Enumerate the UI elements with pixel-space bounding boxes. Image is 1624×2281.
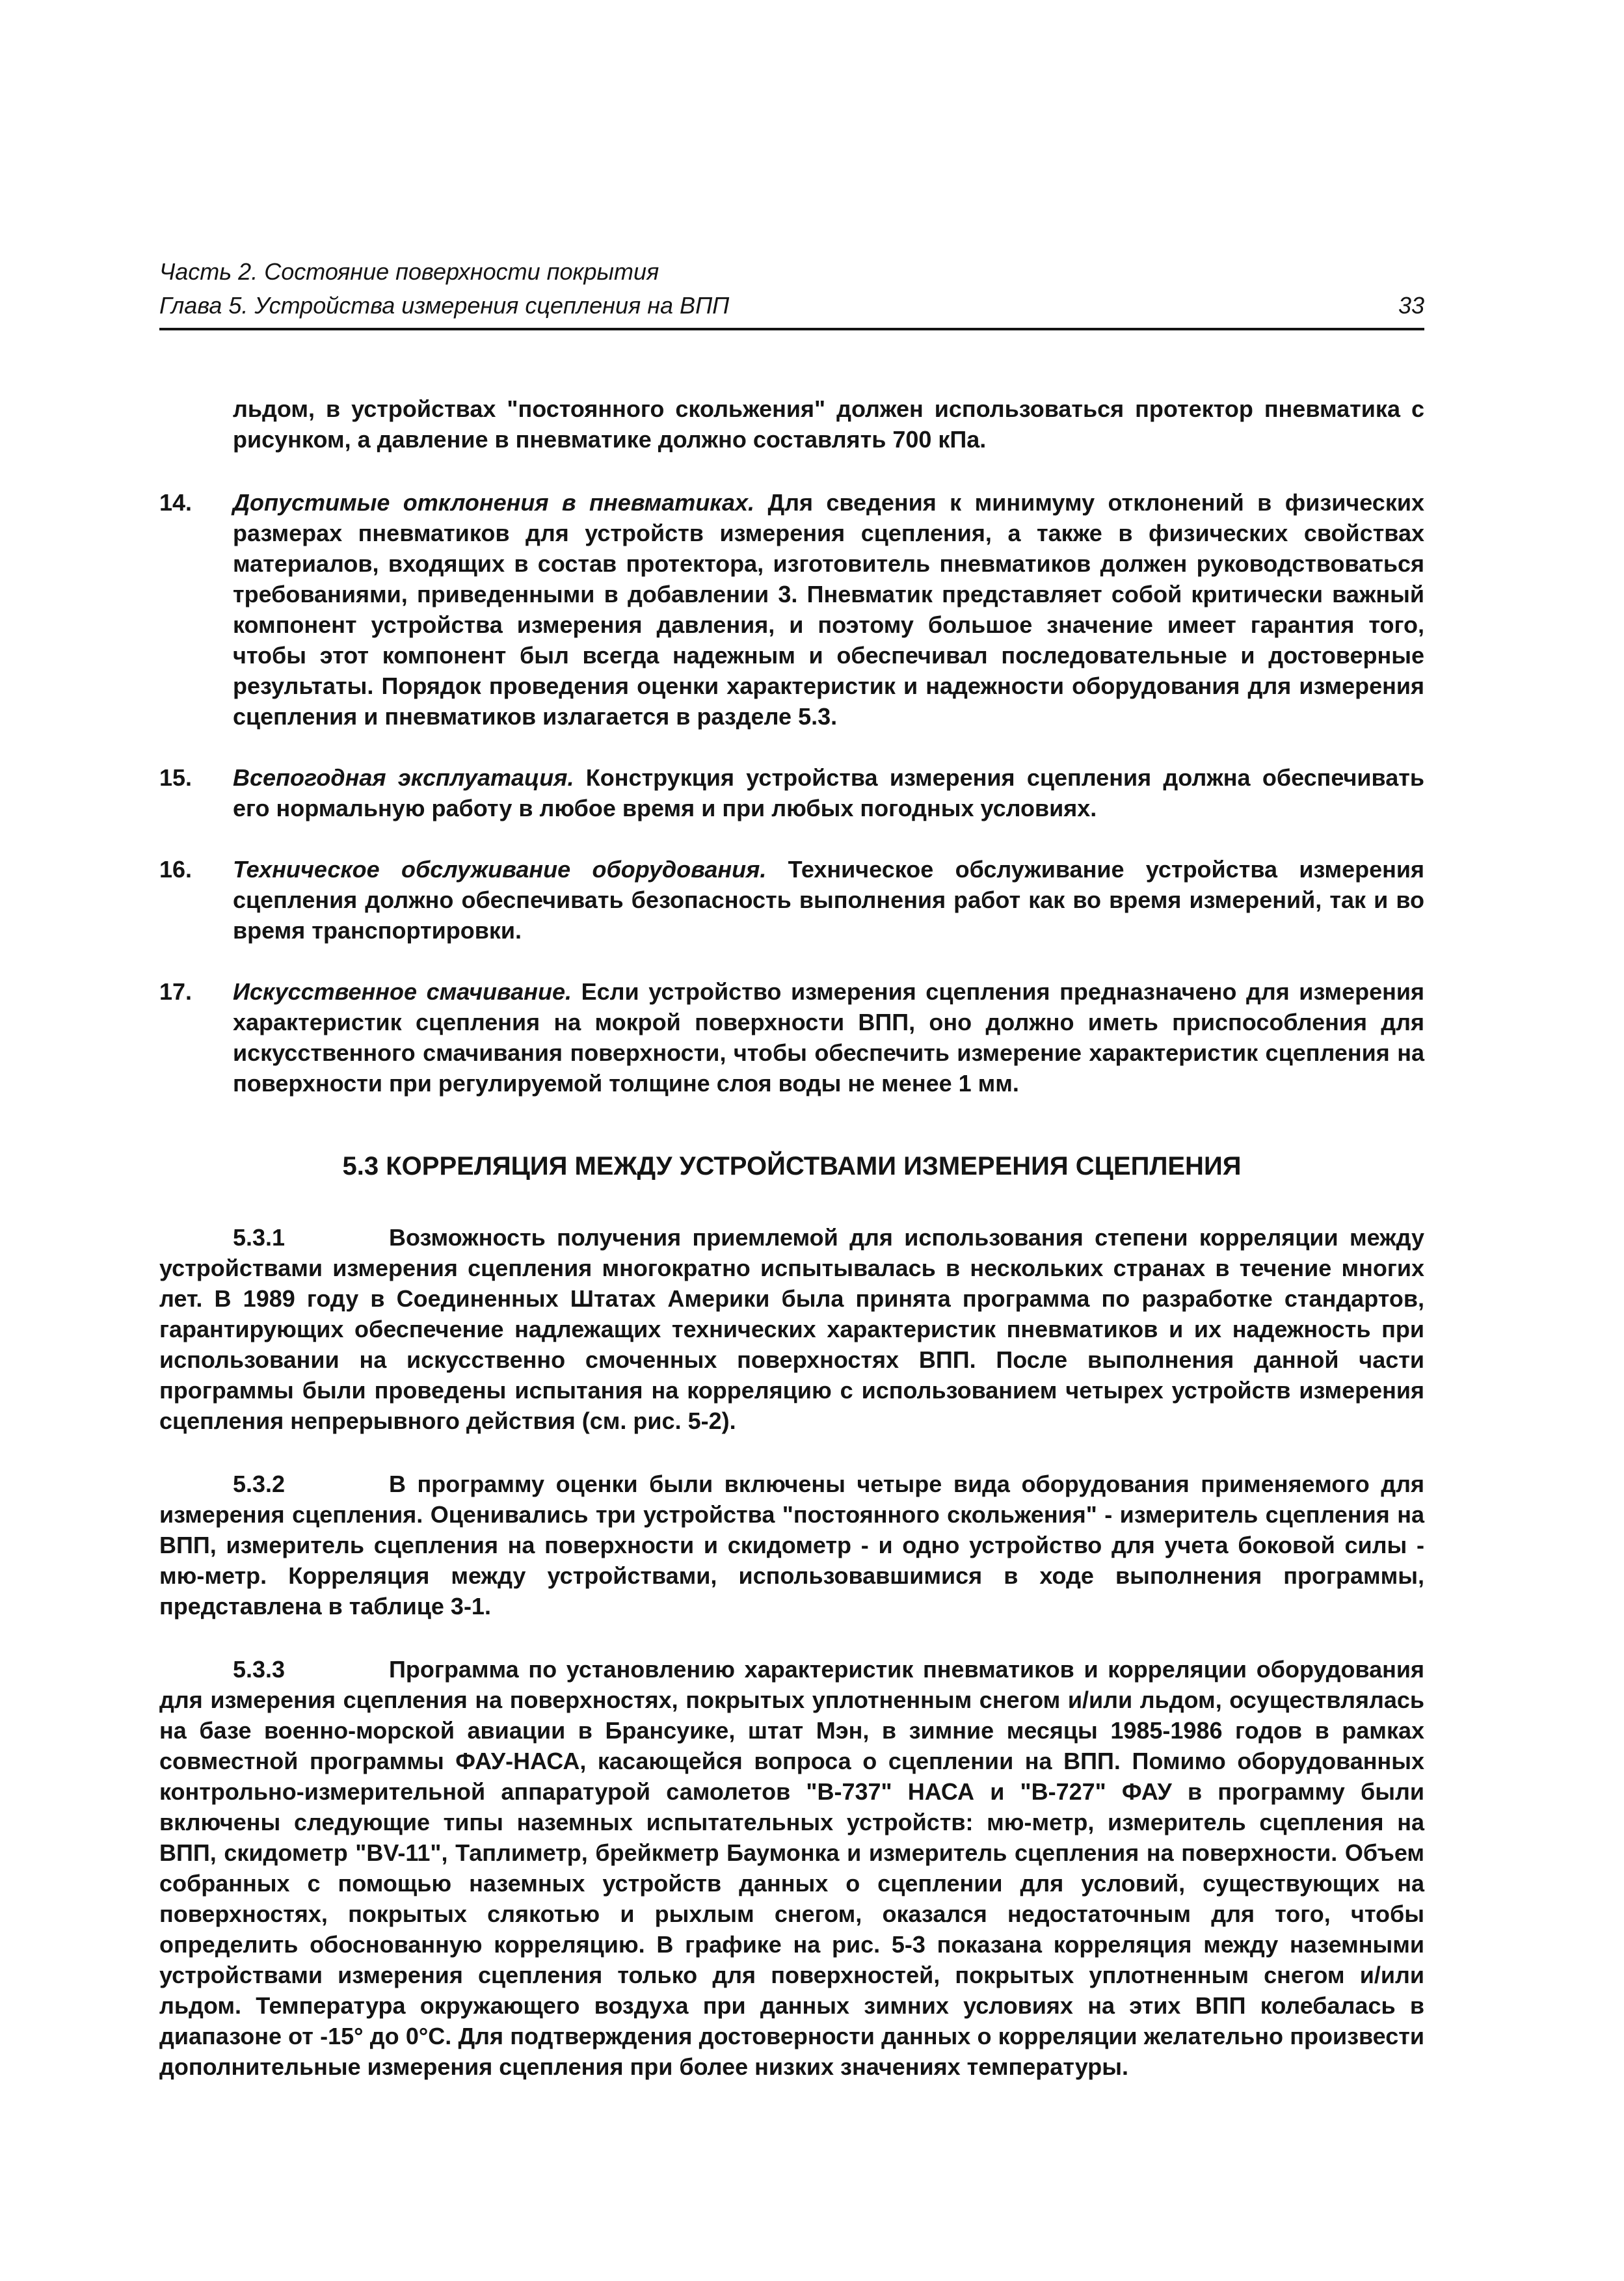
item-term: Допустимые отклонения в пневматиках. — [233, 489, 755, 516]
item-body — [233, 976, 1424, 1099]
section-paragraph-5-3-1 — [159, 1222, 1424, 1436]
paragraph-number: 5.3.1 — [233, 1224, 286, 1251]
list-item-14 — [159, 487, 1424, 732]
item-number: 14. — [159, 489, 193, 516]
header-line-chapter — [159, 289, 1424, 323]
item-number: 16. — [159, 856, 193, 883]
running-header — [159, 255, 1424, 330]
section-paragraph-5-3-3 — [159, 1654, 1424, 2082]
item-term: Искусственное смачивание. — [233, 978, 572, 1005]
paragraph-number: 5.3.3 — [233, 1656, 286, 1683]
item-number: 17. — [159, 978, 193, 1005]
header-chapter-title: Глава 5. Устройства измерения сцепления на ВПП — [159, 292, 730, 319]
item-text: Конструкция устройства измерения сцепления должна обеспечивать его нормальную работу в любое время и при любых погодных условиях. — [233, 764, 1424, 821]
paragraph-text: В программу оценки были включены четыре вида оборудования применяемого для измерения сцепления. Оценивались три устройства "постоянного скольжения" - измеритель сцепления на ВПП, измеритель сцепления на поверхности и скидометр - и одно устройство для учета боковой силы - мю-метр. Корреляция между устройствами, использовавшимися в ходе выполнения программы, представлена в таблице 3-1. — [159, 1471, 1424, 1620]
paragraph-number: 5.3.2 — [233, 1471, 286, 1497]
paragraph-text: Возможность получения приемлемой для использования степени корреляции между устройствами измерения сцепления многократно испытывалась в нескольких странах в течение многих лет. В 1989 году в Соединенных Штатах Америки была принята программа по разработке стандартов, гарантирующих обеспечение надлежащих технических характеристик пневматиков и их надежность при использовании на искусственно смоченных поверхностях ВПП. После выполнения данной части программы были проведены испытания на корреляцию с использованием четырех устройств измерения сцепления непрерывного действия (см. рис. 5-2). — [159, 1224, 1424, 1434]
list-item-15 — [159, 762, 1424, 823]
item-text: Если устройство измерения сцепления предназначено для измерения характеристик сцепления на мокрой поверхности ВПП, оно должно иметь приспособления для искусственного смачивания поверхности, чтобы обеспечить измерение характеристик сцепления на поверхности при регулируемой толщине слоя воды не менее 1 мм. — [233, 978, 1424, 1097]
item-body — [233, 487, 1424, 732]
section-heading: 5.3 КОРРЕЛЯЦИЯ МЕЖДУ УСТРОЙСТВАМИ ИЗМЕРЕНИЯ СЦЕПЛЕНИЯ — [342, 1152, 1242, 1181]
item-body — [233, 762, 1424, 823]
item-text: Для сведения к минимуму отклонений в физических размерах пневматиков для устройств измерения сцепления, а также в физических свойствах материалов, входящих в состав протектора, изготовитель пневматиков должен руководствоваться требованиями, приведенными в добавлении 3. Пневматик представляет собой критически важный компонент устройства измерения давления, и поэтому большое значение имеет гарантия того, чтобы этот компонент был всегда надежным и обеспечивал последовательные и достоверные результаты. Порядок проведения оценки характеристик и надежности оборудования для измерения сцепления и пневматиков излагается в разделе 5.3. — [233, 489, 1424, 730]
header-line-part — [159, 255, 1424, 289]
item-number: 15. — [159, 764, 193, 791]
item-body — [233, 854, 1424, 946]
list-item-17 — [159, 976, 1424, 1099]
item-text: Техническое обслуживание устройства измерения сцепления должно обеспечивать безопасность выполнения работ как во время измерений, так и во время транспортировки. — [233, 856, 1424, 944]
list-item-16 — [159, 854, 1424, 946]
item-term: Техническое обслуживание оборудования. — [233, 856, 767, 883]
item-term: Всепогодная эксплуатация. — [233, 764, 574, 791]
page-content — [159, 394, 1424, 2114]
header-part-title: Часть 2. Состояние поверхности покрытия — [159, 258, 659, 285]
section-paragraph-5-3-2 — [159, 1469, 1424, 1621]
page-number: 33 — [1398, 292, 1424, 319]
paragraph-text: Программа по установлению характеристик пневматиков и корреляции оборудования для измерения сцепления на поверхностях, покрытых уплотненным снегом и/или льдом, осуществлялась на базе военно-морской авиации в Брансуике, штат Мэн, в зимние месяцы 1985-1986 годов в рамках совместной программы ФАУ-НАСА, касающейся вопроса о сцеплении на ВПП. Помимо оборудованных контрольно-измерительной аппаратурой самолетов "В-737" НАСА и "В-727" ФАУ в программу были включены следующие типы наземных испытательных устройств: мю-метр, измеритель сцепления на ВПП, скидометр "BV-11", Таплиметр, брейкметр Баумонка и измеритель сцепления на поверхности. Объем собранных с помощью наземных устройств данных о сцеплении для условий, существующих на поверхностях, покрытых слякотью и рыхлым снегом, оказался недостаточным для того, чтобы определить обоснованную корреляцию. В графике на рис. 5-3 показана корреляция между наземными устройствами измерения сцепления только для поверхностей, покрытых уплотненным снегом и/или льдом. Температура окружающего воздуха при данных зимних условиях на этих ВПП колебалась в диапазоне от -15° до 0°С. Для подтверждения достоверности данных о корреляции желательно произвести дополнительные измерения сцепления при более низких значениях температуры. — [159, 1656, 1424, 2080]
continuation-paragraph: льдом, в устройствах "постоянного скольжения" должен использоваться протектор пневматика с рисунком, а давление в пневматике должно составлять 700 кПа. — [233, 395, 1424, 453]
